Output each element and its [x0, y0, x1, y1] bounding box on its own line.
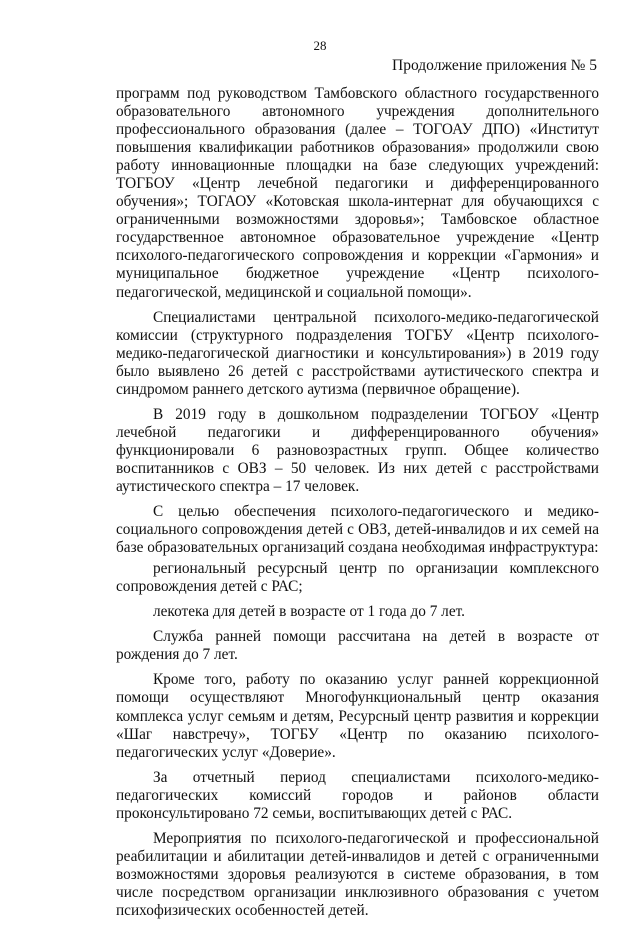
paragraph-rehabilitation: Мероприятия по психолого-педагогической и профессиональной реабилитации и абилитации детей-инвалидов и детей с ограниченными возможностями здоровья реализуются в системе образования, в том числе посредством организации инклюзивного образования с учетом психофизических особенностей детей. [116, 829, 599, 919]
page-number: 28 [313, 38, 327, 53]
paragraph-early-correction-providers: Кроме того, работу по оказанию услуг ранней коррекционной помощи осуществляют Многофункциональный центр оказания комплекса услуг семьям и детям, Ресурсный центр развития и коррекции «Шаг навстречу», ТОГБУ «Центр по оказанию психолого-педагогических услуг «Доверие». [116, 671, 599, 761]
paragraph-infrastructure-intro: С целью обеспечения психолого-педагогического и медико-социального сопровождения детей с ОВЗ, детей-инвалидов и их семей на базе образовательных организаций создана необходимая инфраструктура: [116, 503, 599, 557]
paragraph-lekoteka: лекотека для детей в возрасте от 1 года до 7 лет. [153, 603, 465, 621]
paragraph-innovation-sites: программ под руководством Тамбовского областного государственного образовательного автономного учреждения дополнительного профессионального образования (далее – ТОГОАУ ДПО) «Институт повышения квалификации работников образования» продолжили свою работу инновационные площадки на базе следующих учреждений: ТОГБОУ «Центр лечебной педагогики и дифференцированного обучения»; ТОГАОУ «Котовская школа-интернат для обучающихся с ограниченными возможностями здоровья»; Тамбовское областное государственное автономное образовательное учреждение «Центр психолого-педагогического сопровождения и коррекции «Гармония» и муниципальное бюджетное учреждение «Центр психолого-педагогической, медицинской и социальной помощи». [116, 85, 599, 301]
paragraph-consultations: За отчетный период специалистами психолого-медико-педагогических комиссий городов и районов области проконсультировано 72 семьи, воспитывающих детей с РАС. [116, 768, 599, 822]
document-body [116, 85, 599, 927]
paragraph-pmpk-detection: Специалистами центральной психолого-медико-педагогической комиссии (структурного подразделения ТОГБУ «Центр психолого-медико-педагогической диагностики и консультирования») в 2019 году было выявлено 26 детей с расстройствами аутистического спектра и синдромом раннего детского аутизма (первичное обращение). [116, 308, 599, 398]
appendix-heading: Продолжение приложения № 5 [392, 57, 597, 74]
paragraph-preschool-groups: В 2019 году в дошкольном подразделении ТОГБОУ «Центр лечебной педагогики и дифференцированного обучения» функционировали 6 разновозрастных групп. Общее количество воспитанников с ОВЗ – 50 человек. Из них детей с расстройствами аутистического спектра – 17 человек. [116, 405, 599, 495]
paragraph-early-help-service: Служба ранней помощи рассчитана на детей в возрасте от рождения до 7 лет. [116, 628, 599, 664]
paragraph-resource-center: региональный ресурсный центр по организации комплексного сопровождения детей с РАС; [116, 560, 599, 596]
